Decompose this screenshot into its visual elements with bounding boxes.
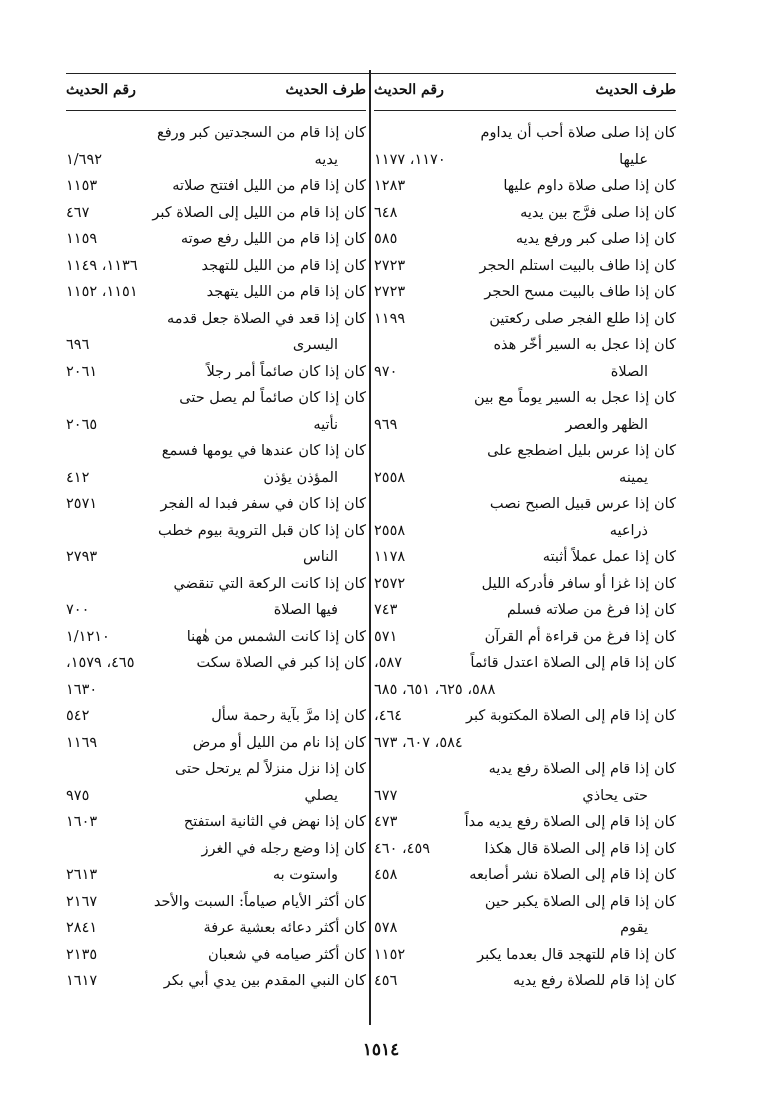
entry-number: ١١٧٠، ١١٧٧ bbox=[374, 151, 446, 168]
entry-text: كان إذا كبر في الصلاة سكت bbox=[196, 655, 366, 671]
entry-number: ١١٦٩ bbox=[66, 734, 98, 751]
index-entry bbox=[374, 836, 676, 863]
entry-text: كان إذا قام من الليل رفع صوته bbox=[180, 231, 366, 247]
entry-text: كان إذا عرس بليل اضطجع على bbox=[487, 443, 676, 459]
index-entry bbox=[66, 173, 366, 200]
entry-text: كان إذا طاف بالبيت مسح الحجر bbox=[484, 284, 676, 300]
index-entry bbox=[66, 438, 366, 465]
entry-text: نأتيه bbox=[313, 416, 338, 433]
entry-text: الظهر والعصر bbox=[565, 416, 648, 433]
entry-text: كان إذا عرس قبيل الصبح نصب bbox=[489, 496, 676, 512]
entry-text: كان إذا عجل به السير أخّر هذه bbox=[493, 337, 676, 353]
index-entry bbox=[66, 783, 366, 810]
entry-text: الصلاة bbox=[610, 363, 648, 380]
index-entry bbox=[374, 226, 676, 253]
index-entry bbox=[66, 889, 366, 916]
entry-number: ٤٥٨ bbox=[374, 867, 398, 883]
index-entry bbox=[66, 412, 366, 439]
index-entry bbox=[374, 412, 676, 439]
entry-text: كان إذا قام من السجدتين كبر ورفع bbox=[156, 125, 366, 141]
index-entry bbox=[374, 889, 676, 916]
entry-number: ٥٨٧، bbox=[374, 655, 403, 671]
entry-text: كان أكثر الأيام صياماً: السبت والأحد bbox=[153, 893, 366, 910]
entry-text: كان إذا كان صائماً لم يصل حتى bbox=[179, 390, 366, 406]
entry-number: ٦٤٨ bbox=[374, 204, 398, 221]
index-entry bbox=[374, 862, 676, 889]
entry-number: ٢١٣٥ bbox=[66, 946, 98, 963]
entry-number: ٦٧٧ bbox=[374, 787, 398, 804]
entry-text: كان إذا قعد في الصلاة جعل قدمه bbox=[167, 310, 366, 327]
index-entry bbox=[374, 703, 676, 730]
entry-number: ٥٧٨ bbox=[374, 920, 398, 936]
entry-number: ٢١٦٧ bbox=[66, 893, 98, 910]
entry-text: كان إذا قام إلى الصلاة رفع يديه bbox=[488, 761, 676, 777]
entry-number: ٢٧٩٣ bbox=[66, 549, 98, 565]
index-entry bbox=[66, 650, 366, 677]
entry-text: كان إذا وضع رجله في الغرز bbox=[201, 840, 366, 857]
index-entry bbox=[374, 677, 676, 704]
entry-number: ٢٥٥٨ bbox=[374, 522, 406, 539]
index-entry bbox=[374, 306, 676, 333]
entry-text: كان إذا فرغ من صلاته فسلم bbox=[506, 602, 676, 618]
entry-text: حتى يحاذي bbox=[582, 787, 648, 804]
entry-text: الناس bbox=[303, 549, 338, 565]
index-entry bbox=[66, 200, 366, 227]
entry-number: ١/١٢١٠ bbox=[66, 628, 110, 645]
entry-text: يصلي bbox=[304, 787, 338, 804]
entry-number: ٤٧٣ bbox=[374, 814, 398, 830]
header-rule-left bbox=[66, 110, 366, 111]
index-entry bbox=[374, 465, 676, 492]
entry-text: كان أكثر دعائه بعشية عرفة bbox=[203, 920, 366, 936]
entry-text: كان إذا نزل منزلاً لم يرتحل حتى bbox=[174, 761, 366, 777]
index-entry bbox=[66, 703, 366, 730]
index-entry bbox=[374, 942, 676, 969]
entry-text: كان إذا نام من الليل أو مرض bbox=[192, 734, 366, 751]
index-entry bbox=[374, 279, 676, 306]
entry-text: كان إذا كان عندها في يومها فسمع bbox=[161, 443, 366, 459]
entry-text: يقوم bbox=[620, 920, 648, 936]
entry-text: كان إذا كان صائماً أمر رجلاً bbox=[206, 363, 366, 380]
entry-number: ١٦٣٠ bbox=[66, 681, 98, 698]
entry-text: كان إذا كانت الشمس من هٰهنا bbox=[186, 628, 366, 645]
index-entry bbox=[66, 147, 366, 174]
index-entry bbox=[66, 624, 366, 651]
entry-text: كان إذا كان في سفر فبدا له الفجر bbox=[160, 496, 366, 512]
entry-text: ذراعيه bbox=[609, 522, 648, 539]
index-entry bbox=[374, 571, 676, 598]
entry-number: ١١٧٨ bbox=[374, 549, 406, 565]
entry-number: ٩٧٠ bbox=[374, 363, 398, 380]
entry-text: واستوت به bbox=[272, 867, 338, 883]
header-number: رقم الحديث bbox=[374, 82, 444, 98]
entry-text: كان إذا قام إلى الصلاة المكتوبة كبر bbox=[465, 708, 676, 724]
entry-text: كان إذا قام للتهجد قال بعدما يكبر bbox=[477, 946, 676, 963]
index-entry bbox=[374, 518, 676, 545]
index-entry bbox=[66, 942, 366, 969]
index-entry bbox=[374, 624, 676, 651]
entry-number: ٢٥٥٨ bbox=[374, 469, 406, 486]
index-entry bbox=[66, 597, 366, 624]
entry-text: كان إذا صلى صلاة داوم عليها bbox=[503, 178, 676, 194]
entry-text: كان إذا طلع الفجر صلى ركعتين bbox=[489, 310, 676, 327]
index-entry bbox=[374, 253, 676, 280]
index-entry bbox=[374, 544, 676, 571]
entry-text: كان إذا كانت الركعة التي تنقضي bbox=[173, 575, 366, 592]
right-column-entries bbox=[374, 120, 676, 995]
index-entry bbox=[374, 385, 676, 412]
index-entry bbox=[66, 809, 366, 836]
entry-text: كان إذا قام من الليل يتهجد bbox=[206, 284, 366, 300]
entry-number: ٤٦٧ bbox=[66, 204, 90, 221]
left-column-header bbox=[66, 82, 366, 108]
entry-text: كان إذا قام من الليل للتهجد bbox=[201, 257, 366, 274]
index-entry bbox=[374, 809, 676, 836]
entry-text: كان إذا نهض في الثانية استفتح bbox=[183, 814, 366, 830]
entry-number: ٥٨٤، ٦٠٧، ٦٧٣ bbox=[374, 734, 463, 751]
entry-number: ٧٤٣ bbox=[374, 602, 398, 618]
entry-number: ١٦٠٣ bbox=[66, 814, 98, 830]
index-entry bbox=[66, 756, 366, 783]
entry-number: ١١٥٢ bbox=[374, 946, 406, 963]
entry-number: ٢٨٤١ bbox=[66, 920, 98, 936]
entry-text: كان إذا غزا أو سافر فأدركه الليل bbox=[481, 575, 676, 592]
entry-number: ٢٧٢٣ bbox=[374, 257, 406, 274]
entry-text: كان إذا صلى فرَّج بين يديه bbox=[520, 204, 676, 221]
entry-number: ٢٦١٣ bbox=[66, 867, 98, 883]
index-entry bbox=[66, 915, 366, 942]
entry-text: كان إذا فرغ من قراءة أم القرآن bbox=[484, 628, 676, 645]
entry-number: ٥٤٢ bbox=[66, 708, 90, 724]
entry-text: كان إذا قام للصلاة رفع يديه bbox=[512, 973, 676, 989]
entry-number: ٥٧١ bbox=[374, 628, 398, 645]
index-entry bbox=[66, 332, 366, 359]
index-entry bbox=[374, 491, 676, 518]
entry-number: ٩٧٥ bbox=[66, 787, 90, 804]
index-entry bbox=[374, 915, 676, 942]
entry-number: ٢٧٢٣ bbox=[374, 284, 406, 300]
header-term: طرف الحديث bbox=[595, 82, 676, 98]
left-column-entries bbox=[66, 120, 366, 995]
entry-text: كان إذا قام إلى الصلاة قال هكذا bbox=[484, 840, 676, 857]
index-entry bbox=[66, 491, 366, 518]
index-entry bbox=[66, 571, 366, 598]
index-entry bbox=[66, 518, 366, 545]
page-number: ١٥١٤ bbox=[362, 1040, 400, 1060]
entry-text: يمينه bbox=[619, 469, 648, 486]
entry-text: كان إذا عجل به السير يوماً مع بين bbox=[474, 390, 676, 406]
entry-text: كان إذا قام إلى الصلاة رفع يديه مداً bbox=[464, 814, 676, 830]
entry-number: ٢٥٧٢ bbox=[374, 575, 406, 592]
entry-text: كان إذا صلى صلاة أحب أن يداوم bbox=[480, 125, 676, 141]
index-entry bbox=[374, 200, 676, 227]
entry-text: كان إذا قام إلى الصلاة اعتدل قائماً bbox=[470, 655, 676, 671]
entry-text: كان إذا قام إلى الصلاة يكبر حين bbox=[484, 893, 676, 910]
index-entry bbox=[374, 597, 676, 624]
header-rule-right bbox=[374, 110, 676, 111]
index-entry bbox=[374, 332, 676, 359]
entry-number: ٥٨٨، ٦٢٥، ٦٥١، ٦٨٥ bbox=[374, 681, 496, 698]
index-entry bbox=[66, 836, 366, 863]
index-entry bbox=[374, 968, 676, 995]
entry-number: ١٢٨٣ bbox=[374, 178, 406, 194]
entry-number: ٢٠٦١ bbox=[66, 363, 98, 380]
index-entry bbox=[374, 173, 676, 200]
entry-number: ٥٨٥ bbox=[374, 231, 398, 247]
column-divider bbox=[369, 70, 371, 1025]
entry-number: ١١٥٣ bbox=[66, 178, 98, 194]
index-entry bbox=[66, 677, 366, 704]
entry-text: كان إذا كان قبل التروية بيوم خطب bbox=[157, 522, 366, 539]
index-entry bbox=[66, 226, 366, 253]
index-entry bbox=[374, 147, 676, 174]
entry-text: كان إذا صلى كبر ورفع يديه bbox=[515, 231, 676, 247]
right-column-header bbox=[374, 82, 676, 108]
entry-number: ٧٠٠ bbox=[66, 602, 90, 618]
index-entry bbox=[66, 306, 366, 333]
entry-number: ١١٣٦، ١١٤٩ bbox=[66, 257, 138, 274]
index-entry bbox=[66, 968, 366, 995]
entry-number: ٤٥٦ bbox=[374, 973, 398, 989]
entry-number: ٢٥٧١ bbox=[66, 496, 98, 512]
entry-number: ١٦١٧ bbox=[66, 973, 98, 989]
header-term: طرف الحديث bbox=[285, 82, 366, 98]
index-entry bbox=[66, 730, 366, 757]
index-entry bbox=[374, 756, 676, 783]
entry-text: فيها الصلاة bbox=[273, 602, 338, 618]
entry-text: كان إذا قام إلى الصلاة نشر أصابعه bbox=[469, 867, 676, 883]
index-entry bbox=[66, 544, 366, 571]
entry-number: ٩٦٩ bbox=[374, 416, 398, 433]
entry-text: كان إذا قام من الليل افتتح صلاته bbox=[172, 178, 366, 194]
index-entry bbox=[66, 385, 366, 412]
entry-text: كان أكثر صيامه في شعبان bbox=[208, 946, 366, 963]
entry-text: كان إذا طاف بالبيت استلم الحجر bbox=[479, 257, 676, 274]
entry-number: ٤٦٤، bbox=[374, 708, 403, 724]
index-entry bbox=[66, 359, 366, 386]
entry-text: كان إذا قام من الليل إلى الصلاة كبر bbox=[152, 204, 366, 221]
index-entry bbox=[374, 650, 676, 677]
index-entry bbox=[374, 359, 676, 386]
entry-text: اليسرى bbox=[292, 337, 338, 353]
entry-text: كان إذا مرَّ بآية رحمة سأل bbox=[211, 708, 366, 724]
entry-number: ٤١٢ bbox=[66, 469, 90, 486]
header-number: رقم الحديث bbox=[66, 82, 136, 98]
entry-number: ٤٥٩، ٤٦٠ bbox=[374, 840, 431, 857]
index-entry bbox=[374, 438, 676, 465]
index-entry bbox=[374, 783, 676, 810]
index-entry bbox=[374, 730, 676, 757]
entry-number: ١١٩٩ bbox=[374, 310, 406, 327]
index-entry bbox=[66, 862, 366, 889]
entry-number: ١١٥١، ١١٥٢ bbox=[66, 284, 138, 300]
index-entry bbox=[374, 120, 676, 147]
entry-text: يديه bbox=[314, 151, 338, 168]
entry-text: المؤذن يؤذن bbox=[263, 469, 338, 486]
entry-text: كان النبي المقدم بين يدي أبي بكر bbox=[163, 973, 366, 989]
index-entry bbox=[66, 465, 366, 492]
entry-number: ٦٩٦ bbox=[66, 337, 90, 353]
top-rule bbox=[66, 73, 676, 74]
entry-number: ٢٠٦٥ bbox=[66, 416, 98, 433]
entry-text: كان إذا عمل عملاً أثبته bbox=[542, 549, 676, 565]
index-entry bbox=[66, 253, 366, 280]
index-entry bbox=[66, 120, 366, 147]
entry-number: ٤٦٥، ١٥٧٩، bbox=[66, 655, 135, 671]
entry-number: ١١٥٩ bbox=[66, 231, 98, 247]
index-entry bbox=[66, 279, 366, 306]
entry-number: ١/٦٩٢ bbox=[66, 151, 103, 168]
entry-text: عليها bbox=[619, 151, 648, 168]
